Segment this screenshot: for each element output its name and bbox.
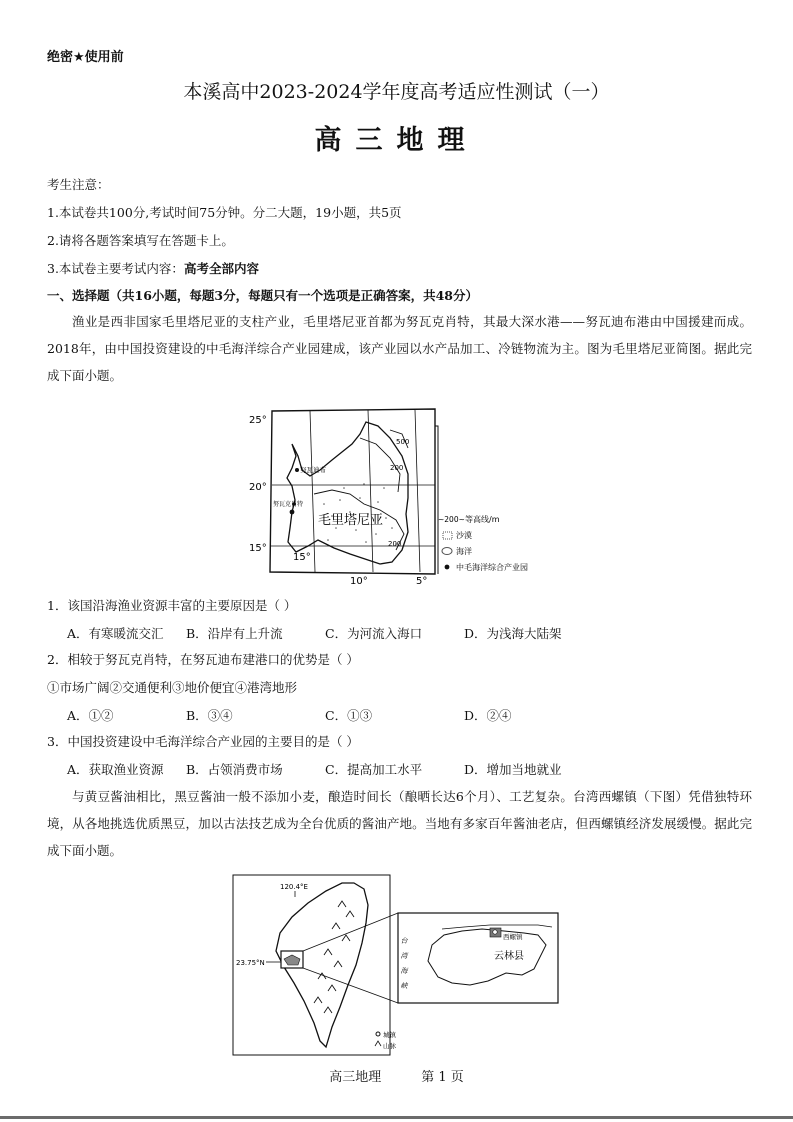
q1-option-d[interactable]: D．为浅海大陆架	[464, 626, 562, 641]
page-footer	[0, 1066, 793, 1085]
legend-contour: 等高线/m	[465, 515, 500, 524]
map1-lon-10: 10°	[350, 576, 368, 587]
map1-lat-15: 15°	[249, 543, 267, 554]
q2-option-d[interactable]: D．②④	[464, 708, 512, 723]
mauritania-map	[240, 404, 570, 590]
notes-item-3-prefix: 3.本试卷主要考试内容：	[47, 261, 184, 276]
legend-park: 中毛海洋综合产业园	[456, 563, 528, 572]
q3-option-b[interactable]: B．占领消费市场	[186, 762, 283, 777]
map1-lat-20: 20°	[249, 482, 267, 493]
map1-lon-15: 15°	[293, 552, 311, 563]
passage-2: 与黄豆酱油相比，黑豆酱油一般不添加小麦，酿造时间长（酿晒长达6个月）、工艺复杂。台湾西螺镇（下图）凭借独特环境，从各地挑选优质黑豆，加以古法技艺成为全台优质的酱油产地。当地有多家百年酱油老店，但西螺镇经济发展缓慢。据此完成下面小题。	[47, 789, 752, 858]
map1-contour-label: 500	[396, 438, 410, 446]
q3-option-c[interactable]: C．提高加工水平	[325, 762, 423, 777]
q2-option-b[interactable]: B．③④	[186, 708, 233, 723]
map2-strait-label: 台湾海峡	[400, 937, 408, 997]
q1-option-a[interactable]: A．有寒暖流交汇	[67, 626, 164, 641]
map1-city-dot	[295, 468, 299, 472]
bottom-rule	[0, 1116, 793, 1119]
legend-contour-sample: ~200~	[438, 515, 465, 524]
q3-option-d[interactable]: D．增加当地就业	[464, 762, 562, 777]
notes-heading: 考生注意：	[47, 177, 110, 192]
q2-stem: 2．相较于努瓦克肖特，在努瓦迪布建港口的优势是（ ）	[47, 652, 359, 667]
exam-title: 本溪高中2023-2024学年度高考适应性测试（一）	[183, 81, 610, 103]
map2-legend-mountain: 山脉	[383, 1042, 396, 1050]
q3-option-a[interactable]: A．获取渔业资源	[67, 762, 164, 777]
q2-items: ①市场广阔②交通便利③地价便宜④港湾地形	[47, 680, 298, 695]
map1-city-nouadhibou: 努瓦迪布	[300, 466, 326, 474]
q1-option-b[interactable]: B．沿岸有上升流	[186, 626, 283, 641]
map2-legend-town: 城镇	[383, 1031, 396, 1039]
map1-country-label: 毛里塔尼亚	[318, 513, 384, 528]
footer-page-number: 第 1 页	[421, 1070, 464, 1085]
legend-park-swatch	[445, 565, 450, 570]
notes-item-1: 1.本试卷共100分,考试时间75分钟。分二大题，19小题，共5页	[47, 205, 402, 220]
taiwan-map	[232, 873, 562, 1057]
passage-1: 渔业是西非国家毛里塔尼亚的支柱产业，毛里塔尼亚首都为努瓦克肖特，其最大深水港——努瓦迪布港由中国援建而成。2018年，由中国投资建设的中毛海洋综合产业园建成，该产业园以水产品加工、冷链物流为主。图为毛里塔尼亚简图。据此完成下面小题。	[47, 314, 752, 383]
notes-item-3	[47, 259, 259, 279]
legend-ocean: 海洋	[456, 547, 472, 556]
map1-city-nouakchott: 努瓦克肖特	[273, 501, 304, 508]
secret-label: 绝密★使用前	[47, 50, 124, 65]
q2-option-a[interactable]: A．①②	[67, 708, 114, 723]
q1-option-c[interactable]: C．为河流入海口	[325, 626, 423, 641]
q1-stem: 1．该国沿海渔业资源丰富的主要原因是（ ）	[47, 598, 297, 613]
section-heading: 一、选择题（共16小题，每题3分，每题只有一个选项是正确答案，共48分）	[47, 288, 478, 303]
map1-park-marker	[290, 510, 295, 515]
legend-desert: 沙漠	[456, 531, 472, 540]
q3-stem: 3．中国投资建设中毛海洋综合产业园的主要目的是（ ）	[47, 734, 359, 749]
map1-contour-label: 200	[390, 464, 404, 472]
footer-subject: 高三地理	[329, 1070, 382, 1085]
q2-option-c[interactable]: C．①③	[325, 708, 373, 723]
map2-lat-label: 23.75°N	[236, 959, 265, 967]
map2-county-label: 云林县	[494, 951, 524, 962]
map2-lon-label: 120.4°E	[280, 883, 308, 891]
map2-xiluo-dot	[493, 930, 497, 934]
page-title: 高三地理	[314, 125, 479, 156]
map2-town-label: 西螺镇	[503, 933, 523, 941]
map1-contour-label: 200	[388, 540, 402, 548]
map1-lat-25: 25°	[249, 415, 267, 426]
notes-item-3-value: 高考全部内容	[183, 261, 259, 276]
notes-item-2: 2.请将各题答案填写在答题卡上。	[47, 233, 234, 248]
map1-lon-5: 5°	[416, 576, 428, 587]
map2-inset-frame	[398, 913, 558, 1003]
